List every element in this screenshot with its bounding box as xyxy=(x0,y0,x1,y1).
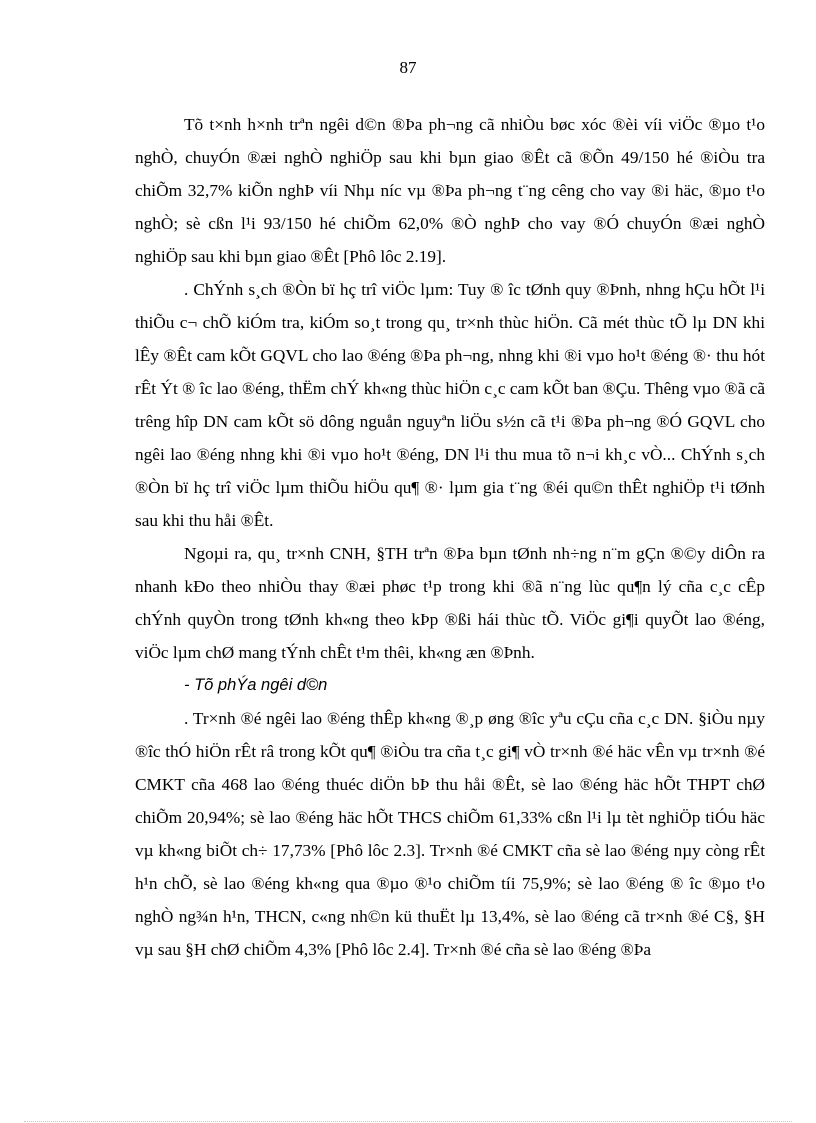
page-number: 87 xyxy=(399,58,417,77)
paragraph: . Tr×nh ®é ngêi lao ®éng thÊp kh«ng ®¸p øng ®îc yªu cÇu cña c¸c DN. §iÒu nµy ®îc thÓ hiÖn rÊt râ trong kÕt qu¶ ®iÒu tra cña t¸c gi¶ vÒ tr×nh ®é häc vÊn vµ tr×nh ®é CMKT cña 468 lao ®éng thuéc diÖn bÞ thu håi ®Êt, sè lao ®éng häc hÕt THPT chØ chiÕm 20,94%; sè lao ®éng häc hÕt THCS chiÕm 61,33% cßn l¹i lµ tèt nghiÖp tiÓu häc vµ kh«ng biÕt ch÷ 17,73% [Phô lôc 2.3]. Tr×nh ®é CMKT cña sè lao ®éng nµy còng rÊt h¹n chÕ, sè lao ®éng kh«ng qua ®µo ®¹o chiÕm tíi 75,9%; sè lao ®éng ® îc ®µo t¹o nghÒ ng¾n h¹n, THCN, c«ng nh©n kü thuËt lµ 13,4%, sè lao ®éng cã tr×nh ®é C§, §H vµ sau §H chØ chiÕm 4,3% [Phô lôc 2.4]. Tr×nh ®é cña sè lao ®éng ®Þa xyxy=(135,709,765,959)
paragraph: . ChÝnh s¸ch ®Òn bï hç trî viÖc lµm: Tuy ® îc tØnh quy ®Þnh, nhng hÇu hÕt l¹i thiÕu c¬ chÕ kiÓm tra, kiÓm so¸t trong qu¸ tr×nh thùc hiÖn. Cã mét thùc tÕ lµ DN khi lÊy ®Êt cam kÕt GQVL cho lao ®éng ®Þa ph¬ng, nhng khi ®i vµo ho¹t ®éng ®· thu hót rÊt Ýt ® îc lao ®éng, thËm chÝ kh«ng thùc hiÖn c¸c cam kÕt ban ®Çu. Thêng vµo ®ã cã trêng hîp DN cam kÕt sö dông nguån nguyªn liÖu s½n cã t¹i ®Þa ph¬ng ®Ó GQVL cho ngêi lao ®éng nhng khi ®i vµo ho¹t ®éng, DN l¹i thu mua tõ n¬i kh¸c vÒ... ChÝnh s¸ch ®Òn bï hç trî viÖc lµm thiÕu hiÖu qu¶ ®· lµm gia t¨ng ®éi qu©n thÊt nghiÖp t¹i tØnh sau khi thu håi ®Êt. xyxy=(135,280,765,530)
page-bottom-rule xyxy=(24,1121,792,1122)
paragraph: Ngoµi ra, qu¸ tr×nh CNH, §TH trªn ®Þa bµn tØnh nh÷ng n¨m gÇn ®©y diÔn ra nhanh kÐo theo nhiÒu thay ®æi phøc t¹p trong khi ®ã n¨ng lùc qu¶n lý cña c¸c cÊp chÝnh quyÒn trong tØnh kh«ng theo kÞp ®ßi hái thùc tÕ. ViÖc gi¶i quyÕt lao ®éng, viÖc lµm chØ mang tÝnh chÊt t¹m thêi, kh«ng æn ®Þnh. xyxy=(135,544,765,662)
document-body xyxy=(135,108,765,966)
section-subheading: - Tõ phÝa ngêi d©n xyxy=(184,676,328,694)
paragraph: Tõ t×nh h×nh trªn ngêi d©n ®Þa ph¬ng cã nhiÒu bøc xóc ®èi víi viÖc ®µo t¹o nghÒ, chuyÓn ®æi nghÒ nghiÖp sau khi bµn giao ®Êt cã ®Õn 49/150 hé ®iÒu tra chiÕm 32,7% kiÕn nghÞ víi Nhµ níc vµ ®Þa ph¬ng t¨ng cêng cho vay ®i häc, ®µo t¹o nghÒ; sè cßn l¹i 93/150 hé chiÕm 62,0% ®Ò nghÞ cho vay ®Ó chuyÓn ®æi nghÒ nghiÖp sau khi bµn giao ®Êt [Phô lôc 2.19]. xyxy=(135,115,765,266)
